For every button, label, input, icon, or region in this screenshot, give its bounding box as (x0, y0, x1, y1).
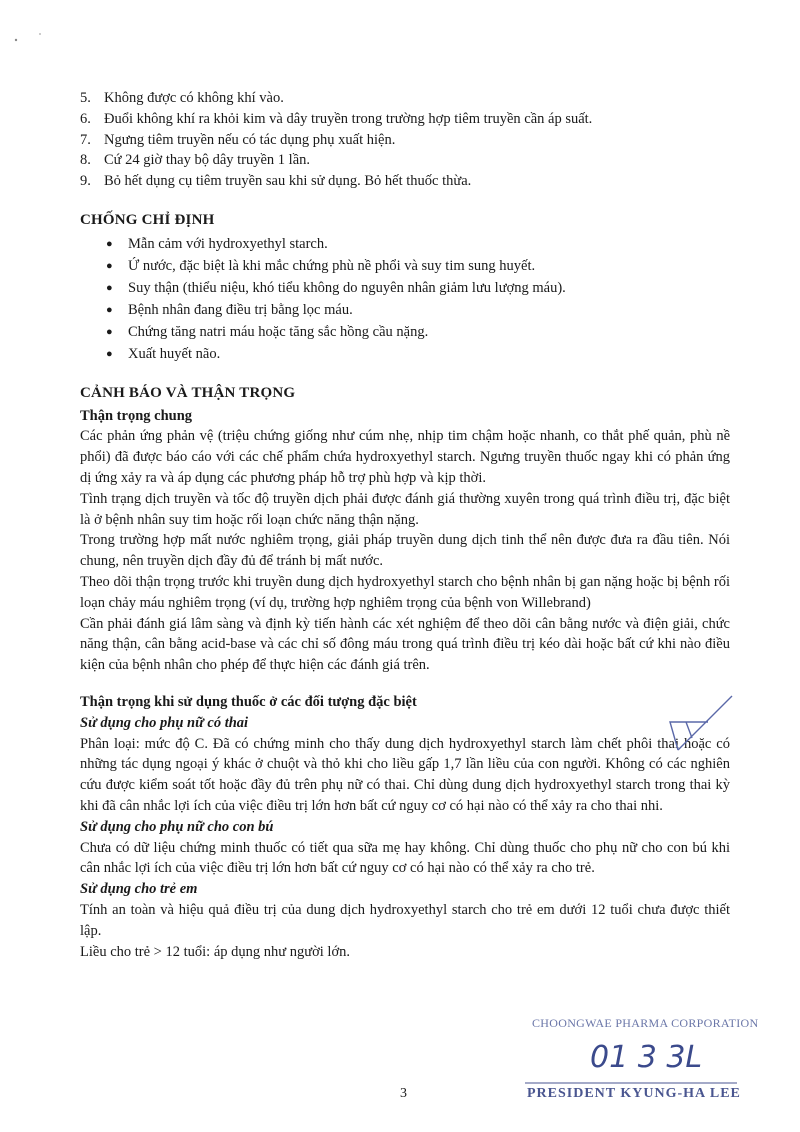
general-precaution-paragraph: Các phản ứng phản vệ (triệu chứng giống như cúm nhẹ, nhịp tim chậm hoặc nhanh, co thắt phế quản, phù nề phổi) đã được báo cáo với các chế phẩm chứa hydroxyethyl starch. Ngưng truyền thuốc ngay khi có phản ứng dị ứng xảy ra và áp dụng các phương pháp hỗ trợ phù hợp và kịp thời. (80, 428, 730, 486)
step-number: 8. (80, 152, 91, 169)
contraindications-heading: CHỐNG CHỈ ĐỊNH (80, 211, 215, 228)
page-number: 3 (400, 1086, 407, 1101)
child-dose-text: Liều cho trẻ > 12 tuổi: áp dụng như người lớn. (80, 943, 350, 960)
special-section-text: Tính an toàn và hiệu quả điều trị của dung dịch hydroxyethyl starch cho trẻ em dưới 12 tuổi chưa được thiết lập. (80, 901, 730, 939)
bullet-icon: ● (106, 259, 113, 272)
bullet-icon: ● (106, 303, 113, 316)
warnings-heading: CẢNH BÁO VÀ THẬN TRỌNG (80, 384, 296, 401)
contraindication-item (106, 233, 730, 255)
step-item (80, 88, 730, 109)
company-stamp: CHOONGWAE PHARMA CORPORATION (532, 1016, 759, 1030)
general-precaution-paragraph: Cần phải đánh giá lâm sàng và định kỳ tiến hành các xét nghiệm để theo dõi cân bằng nước và điện giải, chức năng thận, cân bằng acid-base và các chỉ số đông máu trong quá trình điều trị kéo dài hoặc bất cứ khi nào điều kiện của bệnh nhân cho phép để thực hiện các đánh giá trên. (80, 615, 730, 674)
contraindication-text: Suy thận (thiểu niệu, khó tiểu không do nguyên nhân giảm lưu lượng máu). (128, 279, 566, 296)
general-precautions-heading: Thận trọng chung (80, 407, 193, 424)
step-number: 9. (80, 173, 91, 190)
step-item (80, 130, 730, 151)
special-populations-heading: Thận trọng khi sử dụng thuốc ở các đối tượng đặc biệt (80, 693, 417, 710)
scan-speck-mark (10, 28, 50, 48)
special-section-text: Phân loại: mức độ C. Đã có chứng minh cho thấy dung dịch hydroxyethyl starch làm chết phôi thai hoặc có những tác dụng ngoại ý khác ở chuột và thỏ khi cho liều gấp 1,7 lần liều của con người. Không có các nghiên cứu được kiểm soát tốt hoặc đầy đủ trên phụ nữ có thai. Chỉ dùng dung dịch hydroxyethyl starch trong thai kỳ khi đã cân nhắc lợi ích của việc điều trị lớn hơn bất cứ nguy cơ có hại nào có thể xảy ra cho thai nhi. (80, 735, 730, 814)
special-section-title: Sử dụng cho phụ nữ cho con bú (80, 818, 274, 835)
step-text: Cứ 24 giờ thay bộ dây truyền 1 lần. (104, 152, 311, 169)
administration-steps-list (80, 88, 730, 192)
contraindication-item (106, 255, 730, 277)
president-stamp: PRESIDENT KYUNG-HA LEE (527, 1086, 741, 1101)
contraindication-text: Chứng tăng natri máu hoặc tăng sắc hồng cầu nặng. (128, 323, 429, 340)
step-text: Đuổi không khí ra khỏi kim và dây truyền trong trường hợp tiêm truyền cần áp suất. (104, 110, 593, 127)
step-number: 6. (80, 110, 91, 127)
general-precaution-paragraph: Trong trường hợp mất nước nghiêm trọng, giải pháp truyền dung dịch tinh thể nên được đưa ra đầu tiên. Nói chung, nên truyền dịch đầy đủ để tránh bị mất nước. (80, 532, 730, 570)
step-item (80, 171, 730, 192)
initial-signature-mark (662, 692, 742, 762)
special-section-text: Chưa có dữ liệu chứng minh thuốc có tiết qua sữa mẹ hay không. Chỉ dùng thuốc cho phụ nữ cho con bú khi cân nhắc lợi ích của việc điều trị lớn hơn bất cứ nguy cơ có hại nào có thể xảy ra cho trẻ. (80, 839, 730, 877)
contraindication-item (106, 277, 730, 299)
bullet-icon: ● (106, 347, 113, 360)
bullet-icon: ● (106, 237, 113, 250)
special-section-title: Sử dụng cho trẻ em (80, 881, 198, 898)
contraindication-item (106, 299, 730, 321)
contraindications-list (80, 233, 730, 365)
contraindication-text: Xuất huyết não. (128, 345, 221, 362)
step-text: Không được có không khí vào. (104, 90, 284, 106)
step-number: 7. (80, 131, 91, 148)
contraindication-item (106, 321, 730, 343)
bullet-icon: ● (106, 325, 113, 338)
step-item (80, 150, 730, 171)
page-content (80, 88, 730, 962)
contraindication-text: Ứ nước, đặc biệt là khi mắc chứng phù nề phổi và suy tim sung huyết. (128, 257, 536, 274)
general-precaution-paragraph: Tình trạng dịch truyền và tốc độ truyền dịch phải được đánh giá thường xuyên trong quá trình điều trị, đặc biệt là ở bệnh nhân suy tim hoặc rối loạn chức năng thận nặng. (80, 490, 730, 528)
step-text: Ngưng tiêm truyền nếu có tác dụng phụ xuất hiện. (104, 131, 396, 148)
handwritten-signature: 01 3 3L (590, 1040, 703, 1075)
step-item (80, 109, 730, 130)
contraindication-text: Bệnh nhân đang điều trị bằng lọc máu. (128, 301, 353, 318)
step-number: 5. (80, 90, 91, 106)
contraindication-text: Mẫn cảm với hydroxyethyl starch. (128, 235, 328, 252)
special-populations-body (80, 713, 730, 942)
contraindication-item (106, 343, 730, 365)
general-precaution-paragraph: Theo dõi thận trọng trước khi truyền dung dịch hydroxyethyl starch cho bệnh nhân bị gan nặng hoặc bị bệnh rối loạn chảy máu nghiêm trọng (ví dụ, trường hợp nghiêm trọng của bệnh von Willebrand) (80, 573, 730, 611)
special-section-title: Sử dụng cho phụ nữ có thai (80, 714, 249, 731)
step-text: Bỏ hết dụng cụ tiêm truyền sau khi sử dụng. Bỏ hết thuốc thừa. (104, 173, 472, 190)
general-precautions-body (80, 426, 730, 676)
bullet-icon: ● (106, 281, 113, 294)
